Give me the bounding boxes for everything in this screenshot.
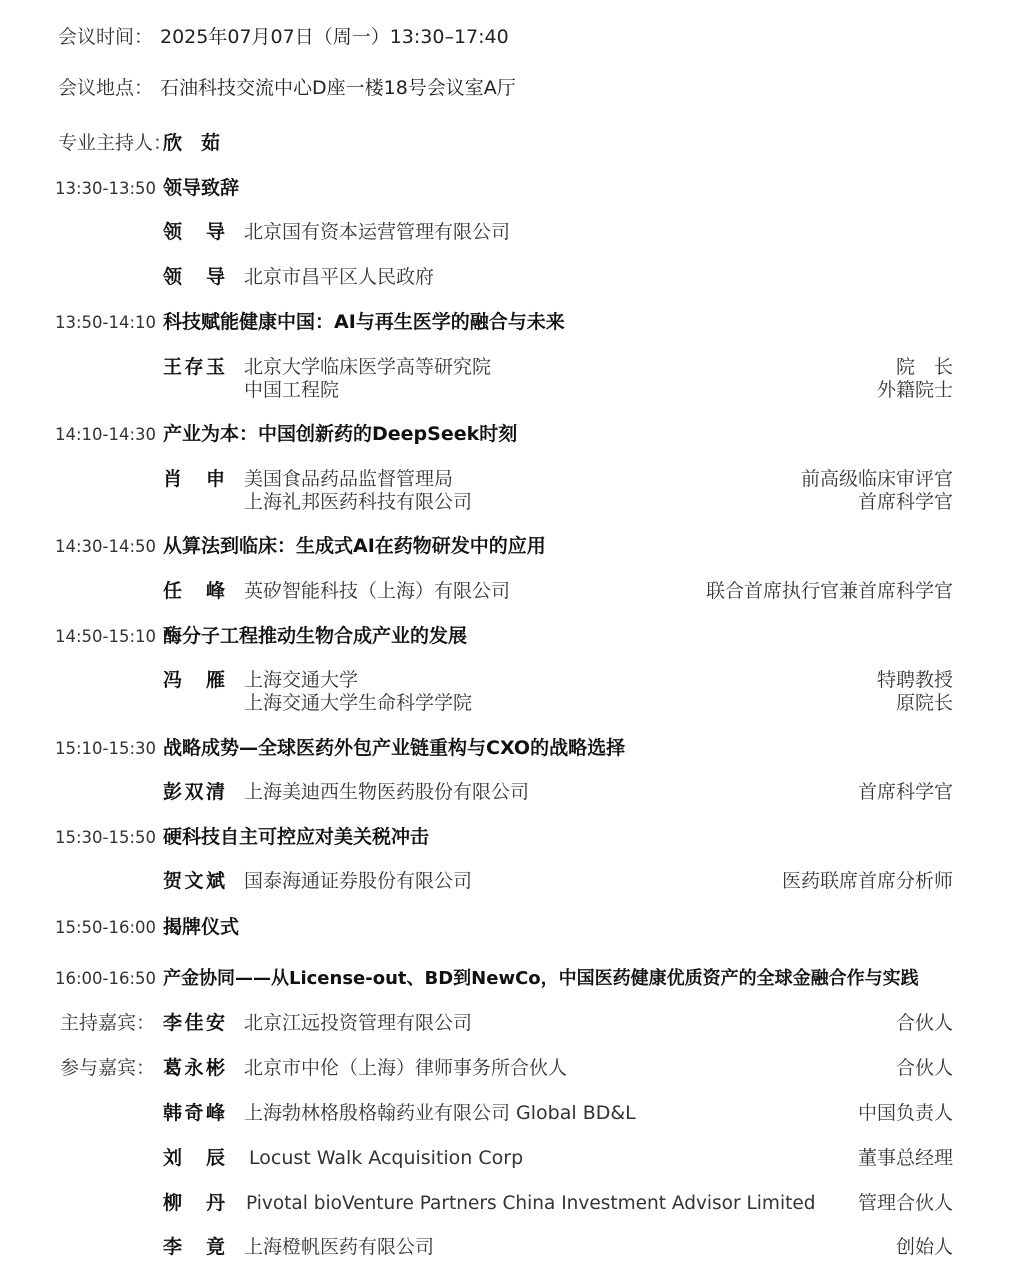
session-time: 15:10-15:30 <box>55 739 157 758</box>
speaker-title-list <box>801 468 953 514</box>
speaker-name: 葛永彬 <box>163 1057 225 1079</box>
speaker-org: 上海橙帆医药有限公司 <box>244 1236 435 1258</box>
speaker-title: 特聘教授 <box>876 669 953 691</box>
meeting-place-value: 石油科技交流中心D座一楼18号会议室A厅 <box>160 77 516 99</box>
speaker-title: 合伙人 <box>895 1012 953 1034</box>
speaker-org: 北京市昌平区人民政府 <box>244 266 435 288</box>
speaker-org: 北京市中伦（上海）律师事务所合伙人 <box>244 1057 568 1079</box>
speaker-title: 原院长 <box>895 692 953 714</box>
session-topic: 揭牌仪式 <box>163 916 240 938</box>
moderator-label: 主持嘉宾： <box>60 1012 156 1034</box>
speaker-org: 上海交通大学生命科学学院 <box>244 692 473 714</box>
session-topic: 领导致辞 <box>163 177 240 199</box>
speaker-org-list <box>244 468 472 514</box>
speaker-name: 肖 申 <box>163 468 225 490</box>
session-topic: 战略成势—全球医药外包产业链重构与CXO的战略选择 <box>163 737 626 759</box>
speaker-name: 冯 雁 <box>163 669 225 691</box>
speaker-org: 北京大学临床医学高等研究院 <box>244 356 492 378</box>
speaker-title-list <box>877 669 953 715</box>
speaker-name: 刘 辰 <box>163 1147 225 1169</box>
speaker-org: Pivotal bioVenture Partners China Investment Advisor Limited <box>246 1193 816 1214</box>
speaker-title: 医药联席首席分析师 <box>781 870 953 892</box>
session-time: 13:50-14:10 <box>55 313 157 332</box>
session-time: 16:00-16:50 <box>55 969 157 988</box>
speaker-org: 上海交通大学 <box>244 669 359 691</box>
meeting-place-label: 会议地点： <box>58 77 154 99</box>
speaker-org: 北京江远投资管理有限公司 <box>244 1012 473 1034</box>
speaker-name: 李佳安 <box>163 1012 225 1034</box>
host-label: 专业主持人： <box>58 132 173 154</box>
speaker-title: 外籍院士 <box>876 379 953 401</box>
speaker-org-list <box>244 669 472 715</box>
session-time: 14:10-14:30 <box>55 425 157 444</box>
speaker-name: 领 导 <box>163 266 225 288</box>
speaker-org: 上海勃林格殷格翰药业有限公司 Global BD&L <box>244 1102 636 1124</box>
speaker-title: 院 长 <box>895 356 953 378</box>
session-time: 13:30-13:50 <box>55 179 157 198</box>
speaker-name: 王存玉 <box>163 356 225 378</box>
speaker-name: 李 竟 <box>163 1236 225 1258</box>
speaker-org: 北京国有资本运营管理有限公司 <box>244 221 511 243</box>
speaker-name: 贺文斌 <box>163 870 225 892</box>
speaker-title: 管理合伙人 <box>857 1192 953 1214</box>
speaker-name: 柳 丹 <box>163 1192 225 1214</box>
speaker-org: 国泰海通证券股份有限公司 <box>244 870 473 892</box>
meeting-time-label: 会议时间： <box>58 26 154 48</box>
speaker-name: 彭双清 <box>163 781 225 803</box>
session-topic: 产金协同——从License-out、BD到NewCo，中国医药健康优质资产的全球金融合作与实践 <box>163 968 919 989</box>
speaker-title: 创始人 <box>895 1236 953 1258</box>
session-topic: 酶分子工程推动生物合成产业的发展 <box>163 625 468 647</box>
participants-label: 参与嘉宾： <box>60 1057 156 1079</box>
speaker-title: 首席科学官 <box>857 781 953 803</box>
speaker-title: 合伙人 <box>895 1057 953 1079</box>
speaker-org: 中国工程院 <box>244 379 340 401</box>
session-time: 15:50-16:00 <box>55 918 157 937</box>
session-topic: 从算法到临床：生成式AI在药物研发中的应用 <box>163 535 546 557</box>
host-name: 欣 茹 <box>163 132 221 154</box>
speaker-org-list <box>244 356 491 402</box>
session-topic: 硬科技自主可控应对美关税冲击 <box>163 826 430 848</box>
session-time: 14:50-15:10 <box>55 627 157 646</box>
speaker-title: 联合首席执行官兼首席科学官 <box>705 580 953 602</box>
session-time: 14:30-14:50 <box>55 537 157 556</box>
speaker-title-list <box>877 356 953 402</box>
speaker-org: 上海礼邦医药科技有限公司 <box>244 491 473 513</box>
session-time: 15:30-15:50 <box>55 828 157 847</box>
speaker-name: 韩奇峰 <box>163 1102 225 1124</box>
speaker-title: 首席科学官 <box>857 491 953 513</box>
session-topic: 产业为本：中国创新药的DeepSeek时刻 <box>163 423 518 445</box>
speaker-org: 英矽智能科技（上海）有限公司 <box>244 580 511 602</box>
speaker-org: 美国食品药品监督管理局 <box>244 468 454 490</box>
speaker-org: 上海美迪西生物医药股份有限公司 <box>244 781 530 803</box>
meeting-time-value: 2025年07月07日（周一）13:30–17:40 <box>160 26 509 48</box>
speaker-org: Locust Walk Acquisition Corp <box>249 1147 524 1169</box>
speaker-name: 任 峰 <box>163 580 225 602</box>
speaker-title: 前高级临床审评官 <box>800 468 953 490</box>
speaker-name: 领 导 <box>163 221 225 243</box>
speaker-title: 中国负责人 <box>857 1102 953 1124</box>
session-topic: 科技赋能健康中国：AI与再生医学的融合与未来 <box>163 311 565 333</box>
speaker-title: 董事总经理 <box>857 1147 953 1169</box>
